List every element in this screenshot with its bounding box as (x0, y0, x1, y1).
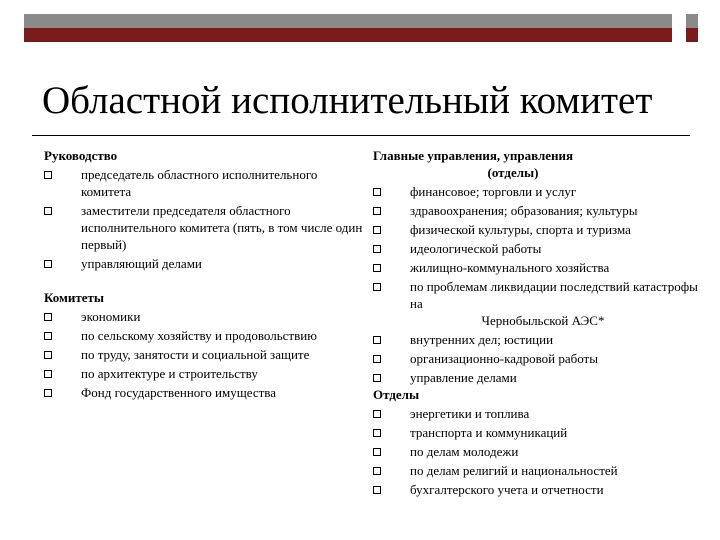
list-item (44, 365, 364, 382)
square-bullet-icon (373, 283, 381, 291)
list-item-text: по проблемам ликвидации последствий катастрофы на (410, 279, 698, 311)
list-item-text: финансовое; торговли и услуг (410, 184, 577, 199)
square-bullet-icon (44, 171, 52, 179)
list-item-text: экономики (81, 309, 141, 324)
list-item-text: Фонд государственного имущества (81, 385, 277, 400)
list-item-text: по архитектуре и строительству (81, 366, 258, 381)
list-item-text: заместители председателя областного исполнительного комитета (пять, в том числе один первый) (81, 203, 363, 252)
title-divider (32, 135, 690, 136)
list-item-text: транспорта и коммуникаций (410, 425, 568, 440)
list-item (373, 462, 713, 479)
list-item (44, 166, 364, 200)
page-title: Областной исполнительный комитет (42, 79, 653, 122)
departments-list (373, 405, 713, 498)
list-item-text: по труду, занятости и социальной защите (81, 347, 310, 362)
square-bullet-icon (44, 389, 52, 397)
list-item-text: по делам религий и национальностей (410, 463, 618, 478)
directorates-heading: Главные управления, управления (373, 148, 574, 163)
list-item-text: управление делами (410, 370, 517, 385)
square-bullet-icon (373, 207, 381, 215)
header-square-dark (686, 28, 698, 42)
list-item-text: идеологической работы (410, 241, 542, 256)
square-bullet-icon (373, 467, 381, 475)
list-item-text: бухгалтерского учета и отчетности (410, 482, 604, 497)
list-item (373, 481, 713, 498)
list-item (44, 308, 364, 325)
list-item (373, 331, 713, 348)
directorates-heading-subtitle: (отделы) (487, 165, 539, 180)
square-bullet-icon (373, 448, 381, 456)
square-bullet-icon (44, 207, 52, 215)
directorates-list (373, 183, 713, 386)
list-item-text: энергетики и топлива (410, 406, 530, 421)
list-item (373, 405, 713, 422)
square-bullet-icon (44, 332, 52, 340)
list-item-text: внутренних дел; юстиции (410, 332, 554, 347)
committees-list (44, 308, 364, 401)
leadership-heading: Руководство (44, 148, 118, 163)
list-item-text: по сельскому хозяйству и продовольствию (81, 328, 317, 343)
list-item-text: физической культуры, спорта и туризма (410, 222, 631, 237)
header-bar-dark (24, 28, 672, 42)
square-bullet-icon (373, 245, 381, 253)
list-item (44, 327, 364, 344)
left-column (44, 147, 364, 401)
list-item-text: жилищно-коммунального хозяйства (410, 260, 610, 275)
list-item (373, 424, 713, 441)
square-bullet-icon (373, 410, 381, 418)
square-bullet-icon (373, 486, 381, 494)
departments-heading: Отделы (373, 387, 420, 402)
right-column (373, 147, 713, 498)
committees-heading: Комитеты (44, 290, 105, 305)
list-item (373, 278, 713, 329)
list-item (44, 202, 364, 253)
list-item (44, 384, 364, 401)
list-item (373, 221, 713, 238)
list-item (373, 369, 713, 386)
list-item (373, 240, 713, 257)
chernobyl-line: Чернобыльской АЭС* (481, 313, 605, 328)
square-bullet-icon (373, 226, 381, 234)
list-item-text: по делам молодежи (410, 444, 519, 459)
list-item (44, 346, 364, 363)
header-square-gray (686, 14, 698, 28)
list-item-text: здравоохранения; образования; культуры (410, 203, 638, 218)
list-item-text: управляющий делами (81, 256, 202, 271)
square-bullet-icon (373, 336, 381, 344)
list-item (373, 259, 713, 276)
square-bullet-icon (44, 351, 52, 359)
list-item (373, 202, 713, 219)
square-bullet-icon (44, 260, 52, 268)
square-bullet-icon (373, 188, 381, 196)
leadership-list (44, 166, 364, 272)
square-bullet-icon (373, 355, 381, 363)
square-bullet-icon (44, 370, 52, 378)
square-bullet-icon (44, 313, 52, 321)
list-item (373, 443, 713, 460)
list-item (373, 350, 713, 367)
list-item (373, 183, 713, 200)
list-item-text: председатель областного исполнительного комитета (81, 167, 318, 199)
square-bullet-icon (373, 429, 381, 437)
list-item (44, 255, 364, 272)
square-bullet-icon (373, 374, 381, 382)
header-bar-gray (24, 14, 672, 28)
square-bullet-icon (373, 264, 381, 272)
list-item-text: организационно-кадровой работы (410, 351, 598, 366)
